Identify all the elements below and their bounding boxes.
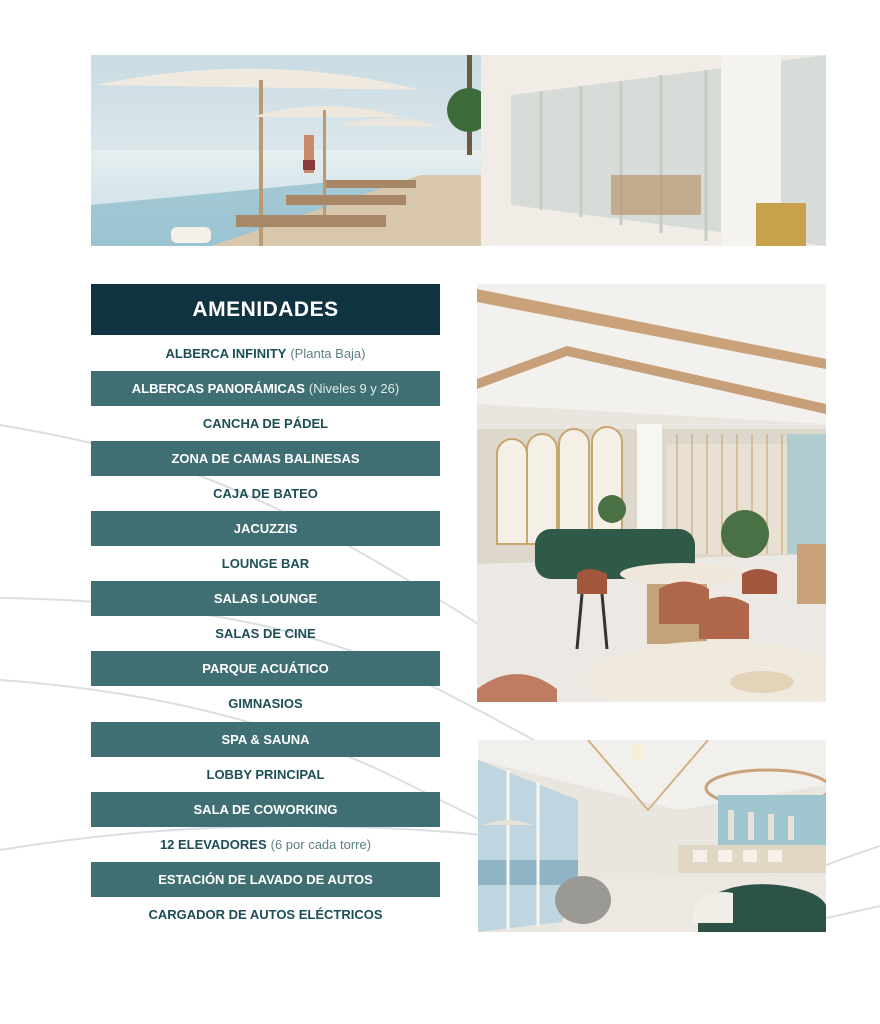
amenity-name: CAJA DE BATEO <box>213 486 318 502</box>
amenity-name: LOBBY PRINCIPAL <box>206 766 325 782</box>
amenity-name: SALAS LOUNGE <box>213 591 318 607</box>
amenity-name: LOUNGE BAR <box>221 556 310 572</box>
amenity-item <box>91 651 440 686</box>
amenity-item <box>91 792 440 827</box>
bar-interior-photo <box>478 740 826 932</box>
amenity-note: (Planta Baja) <box>290 346 366 362</box>
amenity-name: ESTACIÓN DE LAVADO DE AUTOS <box>158 871 373 887</box>
amenity-name: JACUZZIS <box>233 521 298 537</box>
amenity-item <box>91 511 440 546</box>
amenity-item <box>91 757 440 792</box>
amenity-name: ZONA DE CAMAS BALINESAS <box>171 451 360 467</box>
amenity-name: ALBERCAS PANORÁMICAS <box>131 381 305 397</box>
amenity-name: PARQUE ACUÁTICO <box>202 661 329 677</box>
amenity-name: CARGADOR DE AUTOS ELÉCTRICOS <box>148 906 383 922</box>
pool-deck-photo <box>91 55 826 246</box>
amenities-list <box>91 336 440 932</box>
amenity-name: GIMNASIOS <box>228 696 303 712</box>
amenity-item <box>91 441 440 476</box>
amenity-name: CANCHA DE PÁDEL <box>202 416 329 432</box>
amenity-item <box>91 406 440 441</box>
amenity-item <box>91 686 440 721</box>
amenity-note: (Niveles 9 y 26) <box>308 381 400 397</box>
amenity-item <box>91 581 440 616</box>
amenity-name: SALA DE COWORKING <box>193 801 338 817</box>
amenities-title: AMENIDADES <box>91 284 440 335</box>
amenity-item <box>91 371 440 406</box>
amenity-item <box>91 897 440 932</box>
amenity-item <box>91 616 440 651</box>
amenity-item <box>91 827 440 862</box>
amenity-name: SPA & SAUNA <box>221 731 310 747</box>
amenity-item <box>91 336 440 371</box>
amenity-item <box>91 546 440 581</box>
amenity-item <box>91 476 440 511</box>
amenity-name: ALBERCA INFINITY <box>165 346 287 362</box>
amenity-note: (6 por cada torre) <box>270 836 372 852</box>
amenity-name: SALAS DE CINE <box>215 626 316 642</box>
lounge-interior-photo <box>477 284 826 702</box>
amenity-name: 12 ELEVADORES <box>159 836 267 852</box>
amenity-item <box>91 722 440 757</box>
amenity-item <box>91 862 440 897</box>
